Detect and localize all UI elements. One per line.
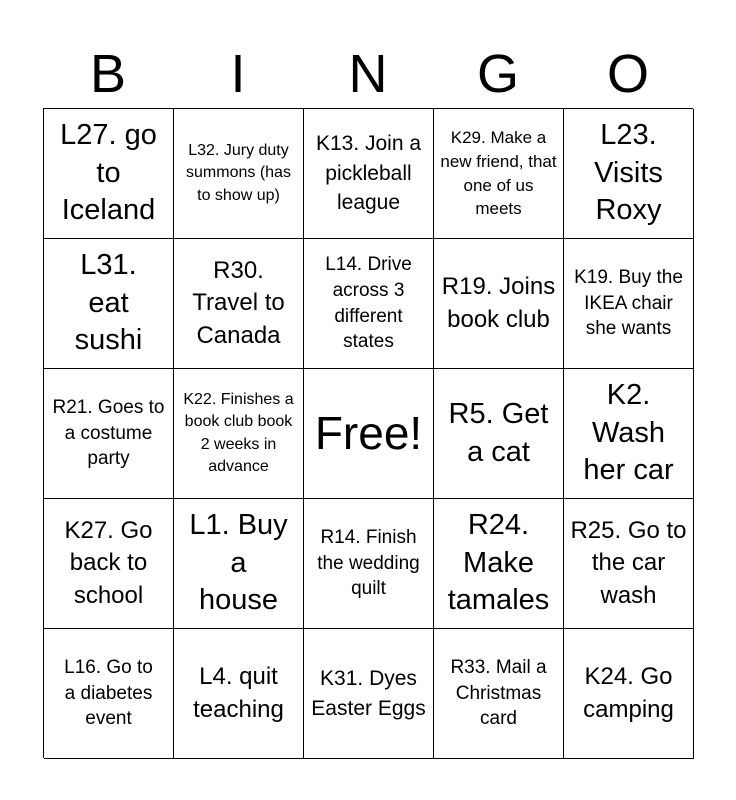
cell-text: R33. Mail a Christmas card [450,657,547,730]
header-letter-b: B [89,44,127,104]
bingo-cell-r2-c1[interactable] [44,239,174,369]
cell-text: R14. Finish the wedding quilt [317,527,420,600]
bingo-cell-r3-c2[interactable] [174,369,304,499]
cell-text: L27. go to Iceland [60,118,157,227]
cell-text: R30. Travel to Canada [192,256,285,349]
bingo-cell-free[interactable] [304,369,434,499]
cell-text: R19. Joins book club [441,273,556,333]
bingo-cell-r1-c1[interactable] [44,109,174,239]
header-letter-i: I [230,44,246,104]
bingo-cell-r3-c4[interactable] [434,369,564,499]
bingo-cell-r2-c2[interactable] [174,239,304,369]
bingo-cell-r5-c4[interactable] [434,629,564,759]
cell-text: L14. Drive across 3 different states [325,254,412,353]
cell-text: K31. Dyes Easter Eggs [311,667,426,720]
cell-text: L32. Jury duty summons (has to show up) [186,141,291,204]
bingo-card-grid [43,108,693,758]
bingo-cell-r1-c5[interactable] [564,109,694,239]
cell-text: R24. Make tamales [447,508,550,617]
bingo-cell-r5-c2[interactable] [174,629,304,759]
cell-text: R5. Get a cat [448,397,549,468]
bingo-cell-r1-c4[interactable] [434,109,564,239]
bingo-cell-r4-c2[interactable] [174,499,304,629]
cell-text: L16. Go to a diabetes event [64,657,153,730]
header-letter-o: O [606,44,649,104]
cell-text: K27. Go back to school [64,516,153,609]
cell-text: K22. Finishes a book club book 2 weeks in advance [183,390,294,475]
bingo-cell-r3-c1[interactable] [44,369,174,499]
free-space-label: Free! [314,407,423,460]
cell-text: K13. Join a pickleball league [315,132,422,215]
bingo-cell-r3-c5[interactable] [564,369,694,499]
cell-text: K24. Go camping [583,663,674,723]
bingo-cell-r4-c3[interactable] [304,499,434,629]
bingo-cell-r5-c1[interactable] [44,629,174,759]
bingo-cell-r4-c5[interactable] [564,499,694,629]
bingo-cell-r5-c3[interactable] [304,629,434,759]
cell-text: K29. Make a new friend, that one of us meets [440,127,557,219]
cell-text: L4. quit teaching [193,663,284,723]
bingo-cell-r2-c5[interactable] [564,239,694,369]
cell-text: K19. Buy the IKEA chair she wants [574,267,683,340]
bingo-cell-r1-c3[interactable] [304,109,434,239]
header-letter-n: N [348,44,388,104]
cell-text: L31. eat sushi [74,248,143,357]
bingo-cell-r1-c2[interactable] [174,109,304,239]
cell-text: R21. Goes to a costume party [52,397,165,470]
bingo-cell-r2-c4[interactable] [434,239,564,369]
bingo-cell-r2-c3[interactable] [304,239,434,369]
header-letter-g: G [476,44,519,104]
bingo-cell-r5-c5[interactable] [564,629,694,759]
bingo-header [43,40,693,108]
cell-text: K2. Wash her car [583,378,674,487]
cell-text: L1. Buy a house [189,508,288,617]
cell-text: L23. Visits Roxy [594,118,663,227]
bingo-cell-r4-c1[interactable] [44,499,174,629]
bingo-cell-r4-c4[interactable] [434,499,564,629]
cell-text: R25. Go to the car wash [570,516,687,609]
